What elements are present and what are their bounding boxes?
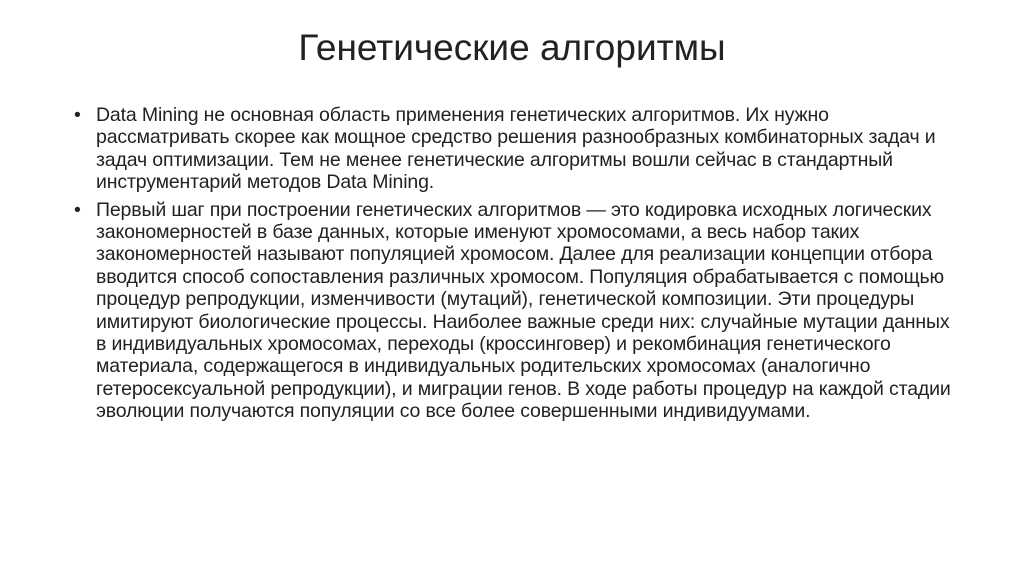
- bullet-list: [72, 104, 952, 428]
- bullet-dot-icon: •: [74, 198, 81, 221]
- bullet-text: Первый шаг при построении генетических алгоритмов — это кодировка исходных логических закономерностей в базе данных, которые именуют хромосомами, а весь набор таких закономерностей называют популяцией хромосом. Далее для реализации концепции отбора вводится способ сопоставления различных хромосом. Популяция обрабатывается с помощью процедур репродукции, изменчивости (мутаций), генетической композиции. Эти процедуры имитируют биологические процессы. Наиболее важные среди них: случайные мутации данных в индивидуальных хромосомах, переходы (кроссинговер) и рекомбинация генетического материала, содержащегося в индивидуальных родительских хромосомах (аналогично гетеросексуальной репродукции), и миграции генов. В ходе работы процедур на каждой стадии эволюции получаются популяции со все более совершенными индивидуумами.: [96, 198, 951, 423]
- bullet-dot-icon: •: [74, 104, 81, 126]
- bullet-item-first-step: [72, 199, 952, 423]
- bullet-item-data-mining: [72, 104, 952, 194]
- bullet-text: Data Mining не основная область применения генетических алгоритмов. Их нужно рассматривать скорее как мощное средство решения разнообразных комбинаторных задач и задач оптимизации. Тем не менее генетические алгоритмы вошли сейчас в стандартный инструментарий методов Data Mining.: [96, 104, 936, 194]
- slide-title: Генетические алгоритмы: [298, 27, 726, 68]
